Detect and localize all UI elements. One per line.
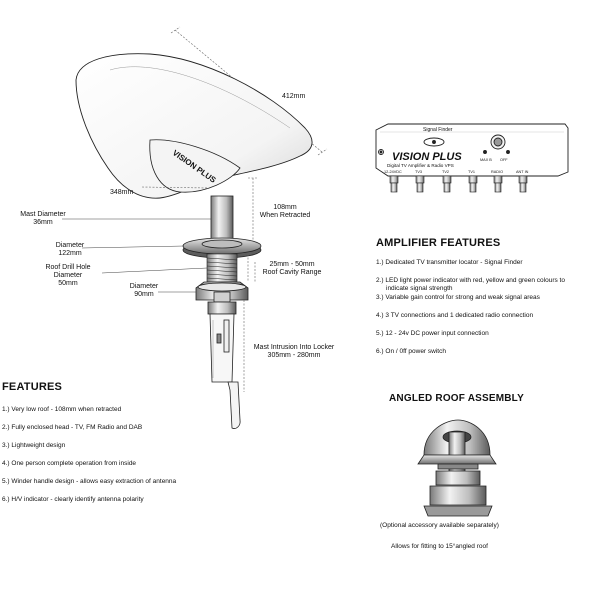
angled-roof-assembly-drawing (418, 420, 496, 516)
amplifier-brand-logo: VISION PLUS (392, 151, 462, 163)
feature-6: 6.) H/V indicator - clearly identify antenna polarity (2, 496, 144, 503)
port-label-tv2: TV2 (442, 170, 449, 174)
features-heading: FEATURES (2, 381, 63, 393)
antenna-dome (76, 54, 312, 198)
roof-cavity-label: 25mm - 50mm Roof Cavity Range (262, 261, 322, 276)
amplifier-feature-6: 6.) On / 0ff power switch (376, 348, 446, 355)
amplifier-feature-3: 3.) Variable gain control for strong and weak signal areas (376, 294, 540, 301)
lower-tube (208, 302, 236, 382)
port-label-tv3: TV3 (415, 170, 422, 174)
threaded-section (207, 254, 237, 282)
antenna-brand-logo: VISION PLUS (170, 148, 218, 185)
feature-1: 1.) Very low roof - 108mm when retracted (2, 406, 122, 413)
port-label-radio: RADIO (491, 170, 504, 174)
feature-5: 5.) Winder handle design - allows easy extraction of antenna (2, 478, 177, 485)
optional-accessory-note: (Optional accessory available separately) (380, 522, 499, 529)
angled-roof-heading: ANGLED ROOF ASSEMBLY (389, 393, 524, 404)
amplifier-feature-2-cont: indicate signal strength (386, 285, 453, 292)
mast-diameter-label: Mast Diameter 36mm (20, 211, 66, 226)
feature-3: 3.) Lightweight design (2, 442, 66, 449)
port-label-dc: 12-24VDC (384, 170, 402, 174)
signal-finder-label: Signal Finder (423, 127, 453, 133)
port-label-tv1: TV1 (468, 170, 475, 174)
angled-roof-fitting-note: Allows for fitting to 15°angled roof (391, 543, 488, 550)
port-label-ant-in: ANT IN (516, 170, 529, 174)
nut-diameter-label: Diameter 90mm (129, 283, 159, 298)
amplifier-feature-5: 5.) 12 - 24v DC power input connection (376, 330, 489, 337)
flange-diameter-label: Diameter 122mm (55, 242, 85, 257)
switch-label-off: OFF (500, 158, 508, 162)
amplifier-feature-4: 4.) 3 TV connections and 1 dedicated radio connection (376, 312, 534, 319)
amplifier-feature-1: 1.) Dedicated TV transmitter locator - Signal Finder (376, 259, 523, 266)
winder-handle (228, 382, 240, 429)
feature-2: 2.) Fully enclosed head - TV, FM Radio and DAB (2, 424, 143, 431)
amplifier-subtitle: Digital TV Amplifier & Radio VPS (387, 163, 454, 168)
amplifier-features-heading: AMPLIFIER FEATURES (376, 237, 501, 249)
width-label: 412mm (282, 93, 306, 100)
drill-hole-label: Roof Drill Hole Diameter 50mm (45, 264, 91, 287)
retracted-height-label: 108mm When Retracted (259, 204, 311, 219)
mast-intrusion-label: Mast Intrusion Into Locker 305mm - 280mm (253, 344, 335, 359)
feature-4: 4.) One person complete operation from inside (2, 460, 137, 467)
mast (211, 196, 233, 242)
switch-label-max: MAX B (480, 158, 492, 162)
wing-nut (196, 282, 248, 302)
depth-label: 348mm (110, 189, 134, 196)
amplifier-feature-2: 2.) LED light power indicator with red, yellow and green colours to (376, 277, 565, 284)
